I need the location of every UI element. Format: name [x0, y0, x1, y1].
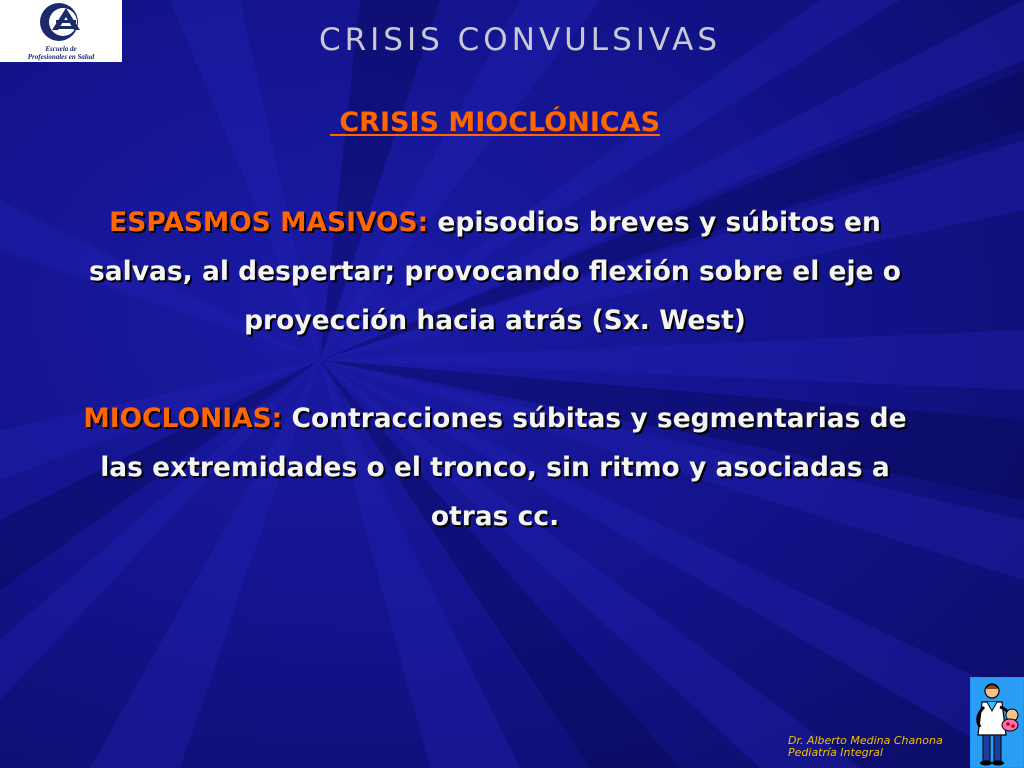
author-specialty: Pediatría Integral — [788, 746, 883, 759]
doctor-holding-baby-icon — [970, 677, 1024, 768]
slide-title: CRISIS CONVULSIVAS — [318, 22, 721, 58]
paragraph-espasmos-masivos — [60, 198, 930, 345]
logo-text-line2: Profesionales en Salud — [27, 53, 95, 61]
term-mioclonias: MIOCLONIAS: — [83, 403, 283, 434]
slide-subtitle: CRISIS MIOCLÓNICAS — [329, 107, 661, 138]
term-espasmos-masivos: ESPASMOS MASIVOS: — [109, 207, 429, 238]
author-name: Dr. Alberto Medina Chanona — [788, 734, 943, 747]
paragraph-mioclonias — [60, 394, 930, 541]
definition-espasmos-masivos: episodios breves y súbitos en salvas, al despertar; provocando flexión sobre el eje o proyección hacia atrás (Sx. West) — [89, 207, 901, 336]
definition-mioclonias: Contracciones súbitas y segmentarias de las extremidades o el tronco, sin ritmo y asociadas a otras cc. — [100, 403, 907, 532]
logo-text-line1: Escuela de — [45, 45, 77, 53]
author-credit — [788, 735, 943, 759]
